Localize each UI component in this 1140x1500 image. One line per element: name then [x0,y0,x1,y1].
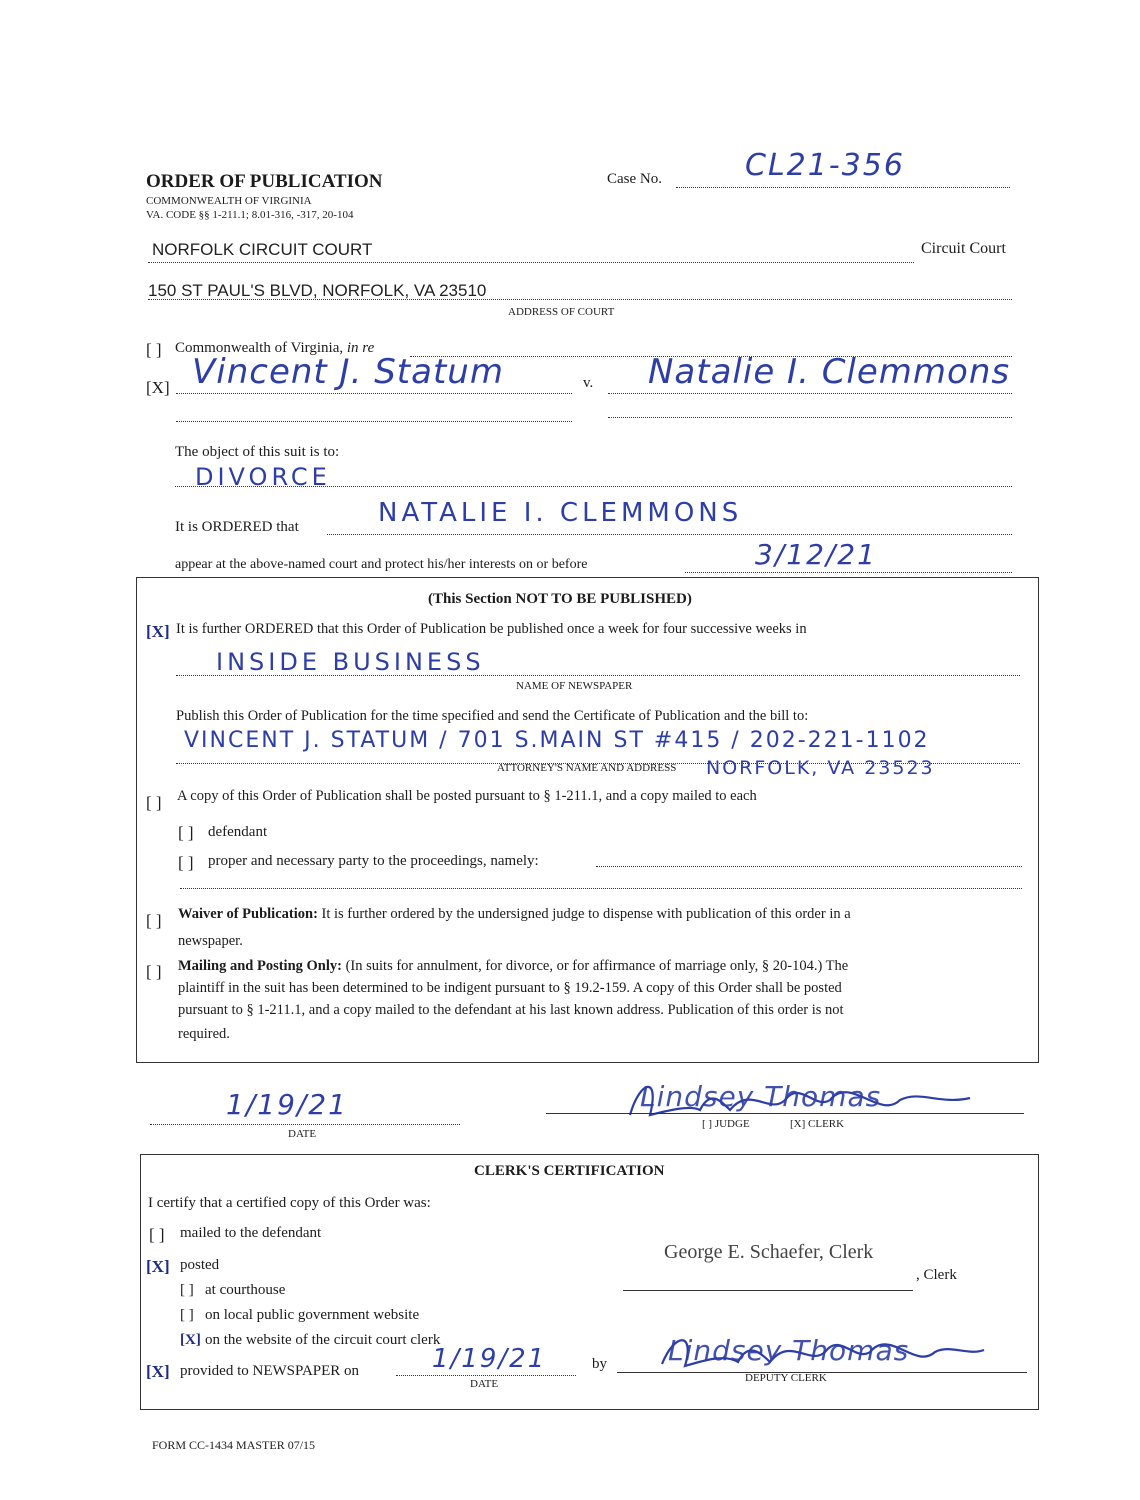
waiver-checkbox[interactable]: [ ] [146,911,162,930]
order-date-line [150,1124,460,1125]
clerk-label: [X] CLERK [790,1118,845,1130]
mailing-heading: Mailing and Posting Only: [178,958,342,974]
copy-posted-checkbox[interactable]: [ ] [146,793,162,812]
clerk-signer-name: Lindsey Thomas [640,1080,882,1113]
defendant-checkbox[interactable]: [ ] [178,823,194,842]
court-address-caption: ADDRESS OF COURT [508,306,615,318]
versus-label: v. [583,375,594,391]
form-number: FORM CC-1434 MASTER 07/15 [152,1438,316,1452]
certification-intro: I certify that a certified copy of this Order was: [148,1195,431,1211]
courthouse-checkbox[interactable]: [ ] [180,1282,194,1298]
mailing-body: (In suits for annulment, for divorce, or for affirmance of marriage only, § 20-104.) The [345,958,849,974]
defendant-name: Natalie I. Clemmons [648,352,1011,392]
in-re-text: in re [346,340,375,356]
provided-text: provided to NEWSPAPER on [180,1363,360,1379]
appear-date: 3/12/21 [755,538,877,571]
waiver-body: It is further ordered by the undersigned judge to dispense with publication of this order in a [321,906,851,922]
plaintiff-line [176,393,572,394]
deputy-clerk-caption: DEPUTY CLERK [745,1372,827,1384]
party-checkbox-x[interactable]: [X] [146,378,170,397]
defendant-line-2 [608,417,1012,418]
order-date-caption: DATE [288,1128,317,1140]
posted-checkbox[interactable]: [X] [146,1257,170,1276]
defendant-text: defendant [208,824,268,840]
local-website-text: on local public government website [205,1307,420,1323]
court-name: NORFOLK CIRCUIT COURT [152,240,373,259]
clerk-name: George E. Schaefer, Clerk [664,1241,874,1263]
mailing-text-4: required. [178,1026,230,1042]
waiver-heading: Waiver of Publication: [178,906,318,922]
clerk-name-line [623,1290,913,1291]
mailing-checkbox[interactable]: [ ] [146,962,162,981]
newspaper-value: INSIDE BUSINESS [216,648,485,676]
ordered-value: NATALIE I. CLEMMONS [378,498,743,528]
newspaper-line [176,675,1020,676]
court-address: 150 ST PAUL'S BLVD, NORFOLK, VA 23510 [148,281,487,300]
proper-party-line [596,866,1022,867]
commonwealth-text: Commonwealth of Virginia, [175,340,344,356]
deputy-signer-name: Lindsey Thomas [668,1334,910,1367]
object-line [175,486,1012,487]
ordered-label: It is ORDERED that [175,519,299,535]
mailing-text-2: plaintiff in the suit has been determined to be indigent pursuant to § 19.2-159. A copy of this Order shall be posted [178,980,842,996]
publish-text: Publish this Order of Publication for the time specified and send the Certificate of Publication and the bill to: [176,708,809,724]
object-value: DIVORCE [195,463,331,491]
proper-party-checkbox[interactable]: [ ] [178,853,194,872]
provided-date-caption: DATE [470,1378,499,1390]
ordered-line [327,534,1012,535]
clerk-website-text: on the website of the circuit court clerk [205,1332,441,1348]
attorney-line-2: NORFOLK, VA 23523 [706,757,935,779]
clerk-website-checkbox[interactable]: [X] [180,1332,201,1348]
by-label: by [592,1356,607,1372]
waiver-text [178,906,1008,923]
clerk-name-suffix: , Clerk [916,1267,957,1283]
plaintiff-name: Vincent J. Statum [192,352,504,392]
provided-date-line [396,1375,576,1376]
mailing-text-1 [178,958,848,975]
proper-party-text: proper and necessary party to the proceedings, namely: [208,853,539,869]
mailing-text-3: pursuant to § 1-211.1, and a copy mailed to the defendant at his last known address. Publication of this order is not [178,1002,844,1018]
not-published-heading: (This Section NOT TO BE PUBLISHED) [428,591,692,607]
defendant-line [608,393,1012,394]
appear-label: appear at the above-named court and protect his/her interests on or before [175,557,588,572]
proper-party-line-2 [180,888,1022,889]
court-address-line [148,299,1012,300]
further-ordered-text: It is further ORDERED that this Order of Publication be published once a week for four successive weeks in [176,621,807,637]
provided-date-value: 1/19/21 [432,1344,547,1374]
certification-heading: CLERK'S CERTIFICATION [474,1163,665,1179]
order-date-value: 1/19/21 [226,1088,348,1121]
form-subtitle-code: VA. CODE §§ 1-211.1; 8.01-316, -317, 20-104 [146,209,354,221]
mailed-checkbox[interactable]: [ ] [149,1225,165,1244]
attorney-caption: ATTORNEY'S NAME AND ADDRESS [497,762,677,774]
posted-text: posted [180,1257,220,1273]
clerk-sign-line [546,1113,1024,1114]
provided-checkbox[interactable]: [X] [146,1362,170,1381]
case-number-line [676,187,1010,188]
attorney-line-1: VINCENT J. STATUM / 701 S.MAIN ST #415 / 202-221-1102 [184,728,930,753]
waiver-text-2: newspaper. [178,933,243,949]
case-number-label: Case No. [607,171,662,187]
further-ordered-checkbox[interactable]: [X] [146,622,170,641]
object-label: The object of this suit is to: [175,444,340,460]
mailed-text: mailed to the defendant [180,1225,322,1241]
copy-posted-text: A copy of this Order of Publication shall be posted pursuant to § 1-211.1, and a copy mailed to each [177,788,757,804]
court-suffix: Circuit Court [921,240,1006,257]
form-title: ORDER OF PUBLICATION [146,171,383,192]
commonwealth-checkbox[interactable]: [ ] [146,340,162,359]
case-number-value: CL21-356 [745,148,905,183]
judge-label: [ ] JUDGE [702,1118,750,1130]
court-name-line [148,262,914,263]
courthouse-text: at courthouse [205,1282,286,1298]
plaintiff-line-2 [176,421,572,422]
form-subtitle-commonwealth: COMMONWEALTH OF VIRGINIA [146,195,312,207]
appear-line [685,572,1012,573]
local-website-checkbox[interactable]: [ ] [180,1307,194,1323]
newspaper-caption: NAME OF NEWSPAPER [516,680,633,692]
